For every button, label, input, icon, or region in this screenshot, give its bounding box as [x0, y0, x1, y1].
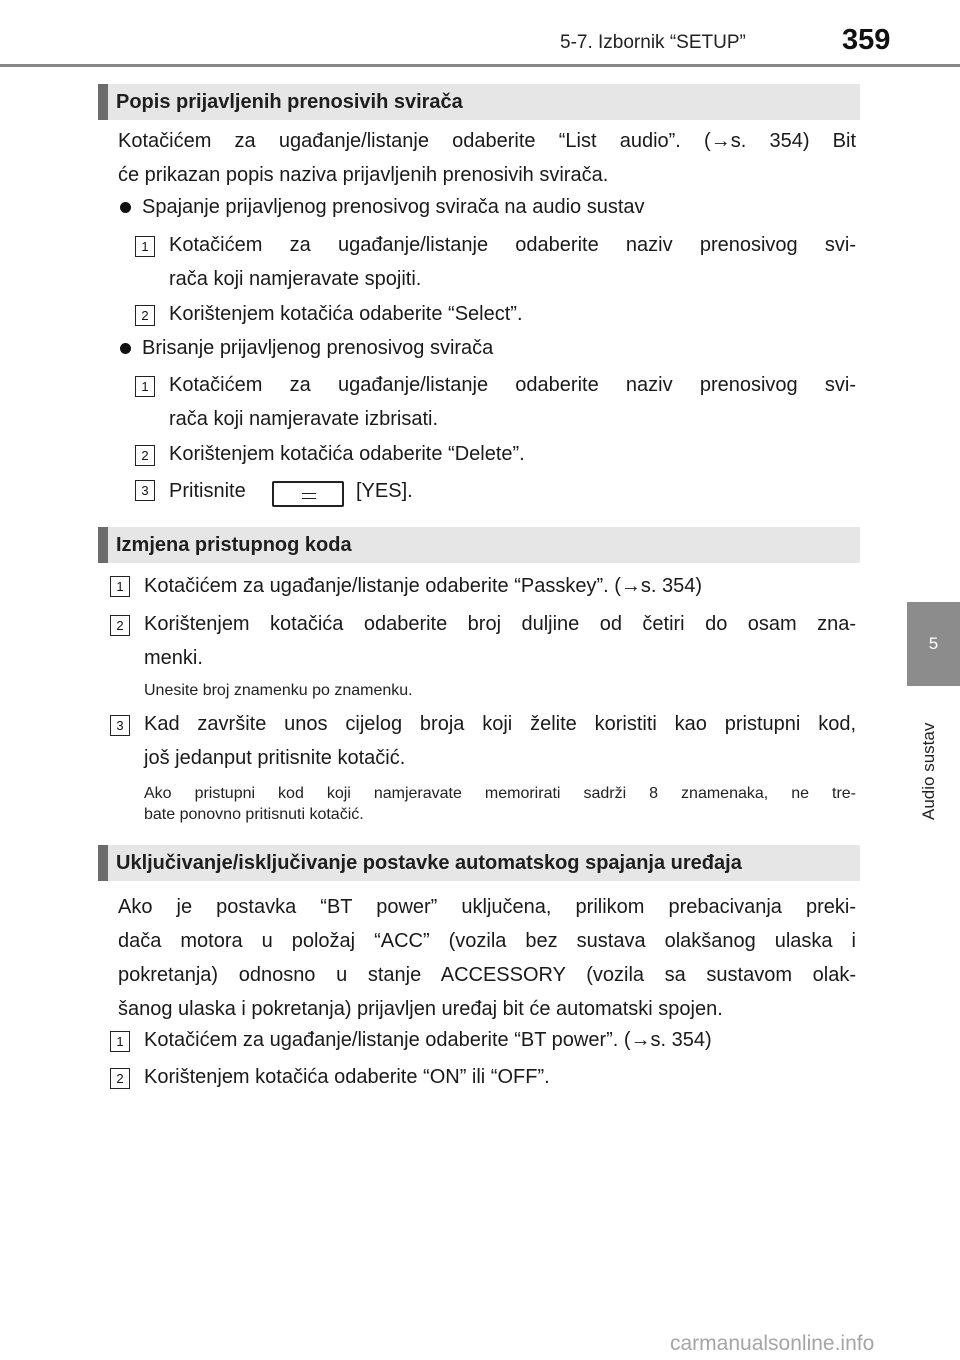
step-number-badge: 1 — [110, 1031, 130, 1052]
section-heading-auto-connect: Uključivanje/isključivanje postavke automatskog spajanja uređaja — [98, 845, 860, 881]
text-line: šanog ulaska i pokretanja) prijavljen uređaj bit će automatski spojen. — [118, 998, 723, 1020]
enter-button-icon — [272, 481, 344, 507]
chapter-tab[interactable]: 5 — [907, 602, 960, 686]
step-text-yes: [YES]. — [356, 480, 413, 502]
chapter-label — [912, 700, 944, 830]
step-text-press: Pritisnite — [169, 480, 246, 502]
section-heading-passkey: Izmjena pristupnog koda — [98, 527, 860, 563]
bullet-heading-delete: Brisanje prijavljenog prenosivog svirača — [142, 337, 494, 359]
text-line: Kad završite unos cijelog broja koji želite koristiti kao pristupni kod, — [144, 713, 856, 735]
step-number-badge: 3 — [135, 480, 155, 501]
text-line: Kotačićem za ugađanje/listanje odaberite “List audio”. (→s. 354) Bit — [118, 130, 856, 152]
text-line: rača koji namjeravate spojiti. — [169, 268, 422, 290]
step-number-badge: 2 — [110, 615, 130, 636]
section-heading-registered-players: Popis prijavljenih prenosivih svirača — [98, 84, 860, 120]
section3-intro — [118, 890, 856, 1026]
bullet-heading-connect: Spajanje prijavljenog prenosivog svirača na audio sustav — [142, 196, 645, 218]
section1-intro — [118, 124, 856, 192]
text-line: Korištenjem kotačića odaberite broj duljine od četiri do osam zna- — [144, 613, 856, 635]
bullet-icon — [120, 343, 131, 354]
step-text: Korištenjem kotačića odaberite “Delete”. — [169, 443, 525, 465]
text-line: rača koji namjeravate izbrisati. — [169, 408, 438, 430]
text-line: menki. — [144, 647, 203, 669]
step-number-badge: 2 — [135, 305, 155, 326]
text-line: pokretanja) odnosno u stanje ACCESSORY (vozila sa sustavom olak- — [118, 964, 856, 986]
running-header-title: 5-7. Izbornik “SETUP” — [560, 32, 746, 53]
step-text — [144, 707, 856, 775]
text-line: Ako je postavka “BT power” uključena, prilikom prebacivanja preki- — [118, 896, 856, 918]
step-text: Korištenjem kotačića odaberite “Select”. — [169, 303, 523, 325]
step-text: Korištenjem kotačića odaberite “ON” ili “OFF”. — [144, 1066, 550, 1088]
text-line: bate ponovno pritisnuti kotačić. — [144, 806, 364, 823]
step-note: Unesite broj znamenku po znamenku. — [144, 682, 413, 699]
step-text: Kotačićem za ugađanje/listanje odaberite “BT power”. (→s. 354) — [144, 1029, 712, 1051]
step-note — [144, 783, 856, 825]
text-line: dača motora u položaj “ACC” (vozila bez sustava olakšanog ulaska i — [118, 930, 856, 952]
step-number-badge: 2 — [110, 1068, 130, 1089]
bullet-icon — [120, 202, 131, 213]
step-number-badge: 1 — [110, 576, 130, 597]
text-line: još jedanput pritisnite kotačić. — [144, 747, 406, 769]
step-text — [169, 368, 856, 436]
text-line: će prikazan popis naziva prijavljenih prenosivih svirača. — [118, 164, 609, 186]
step-number-badge: 3 — [110, 715, 130, 736]
step-text — [169, 228, 856, 296]
step-number-badge: 1 — [135, 376, 155, 397]
text-line: Kotačićem za ugađanje/listanje odaberite naziv prenosivog svi- — [169, 234, 856, 256]
watermark: carmanualsonline.info — [670, 1332, 875, 1355]
step-number-badge: 1 — [135, 236, 155, 257]
page-number: 359 — [842, 24, 891, 56]
step-text — [144, 607, 856, 675]
step-text: Kotačićem za ugađanje/listanje odaberite “Passkey”. (→s. 354) — [144, 575, 703, 597]
text-line: Ako pristupni kod koji namjeravate memorirati sadrži 8 znamenaka, ne tre- — [144, 785, 856, 802]
header-divider — [0, 64, 960, 67]
step-number-badge: 2 — [135, 445, 155, 466]
text-line: Kotačićem za ugađanje/listanje odaberite naziv prenosivog svi- — [169, 374, 856, 396]
chapter-label-text: Audio sustav — [919, 722, 938, 820]
